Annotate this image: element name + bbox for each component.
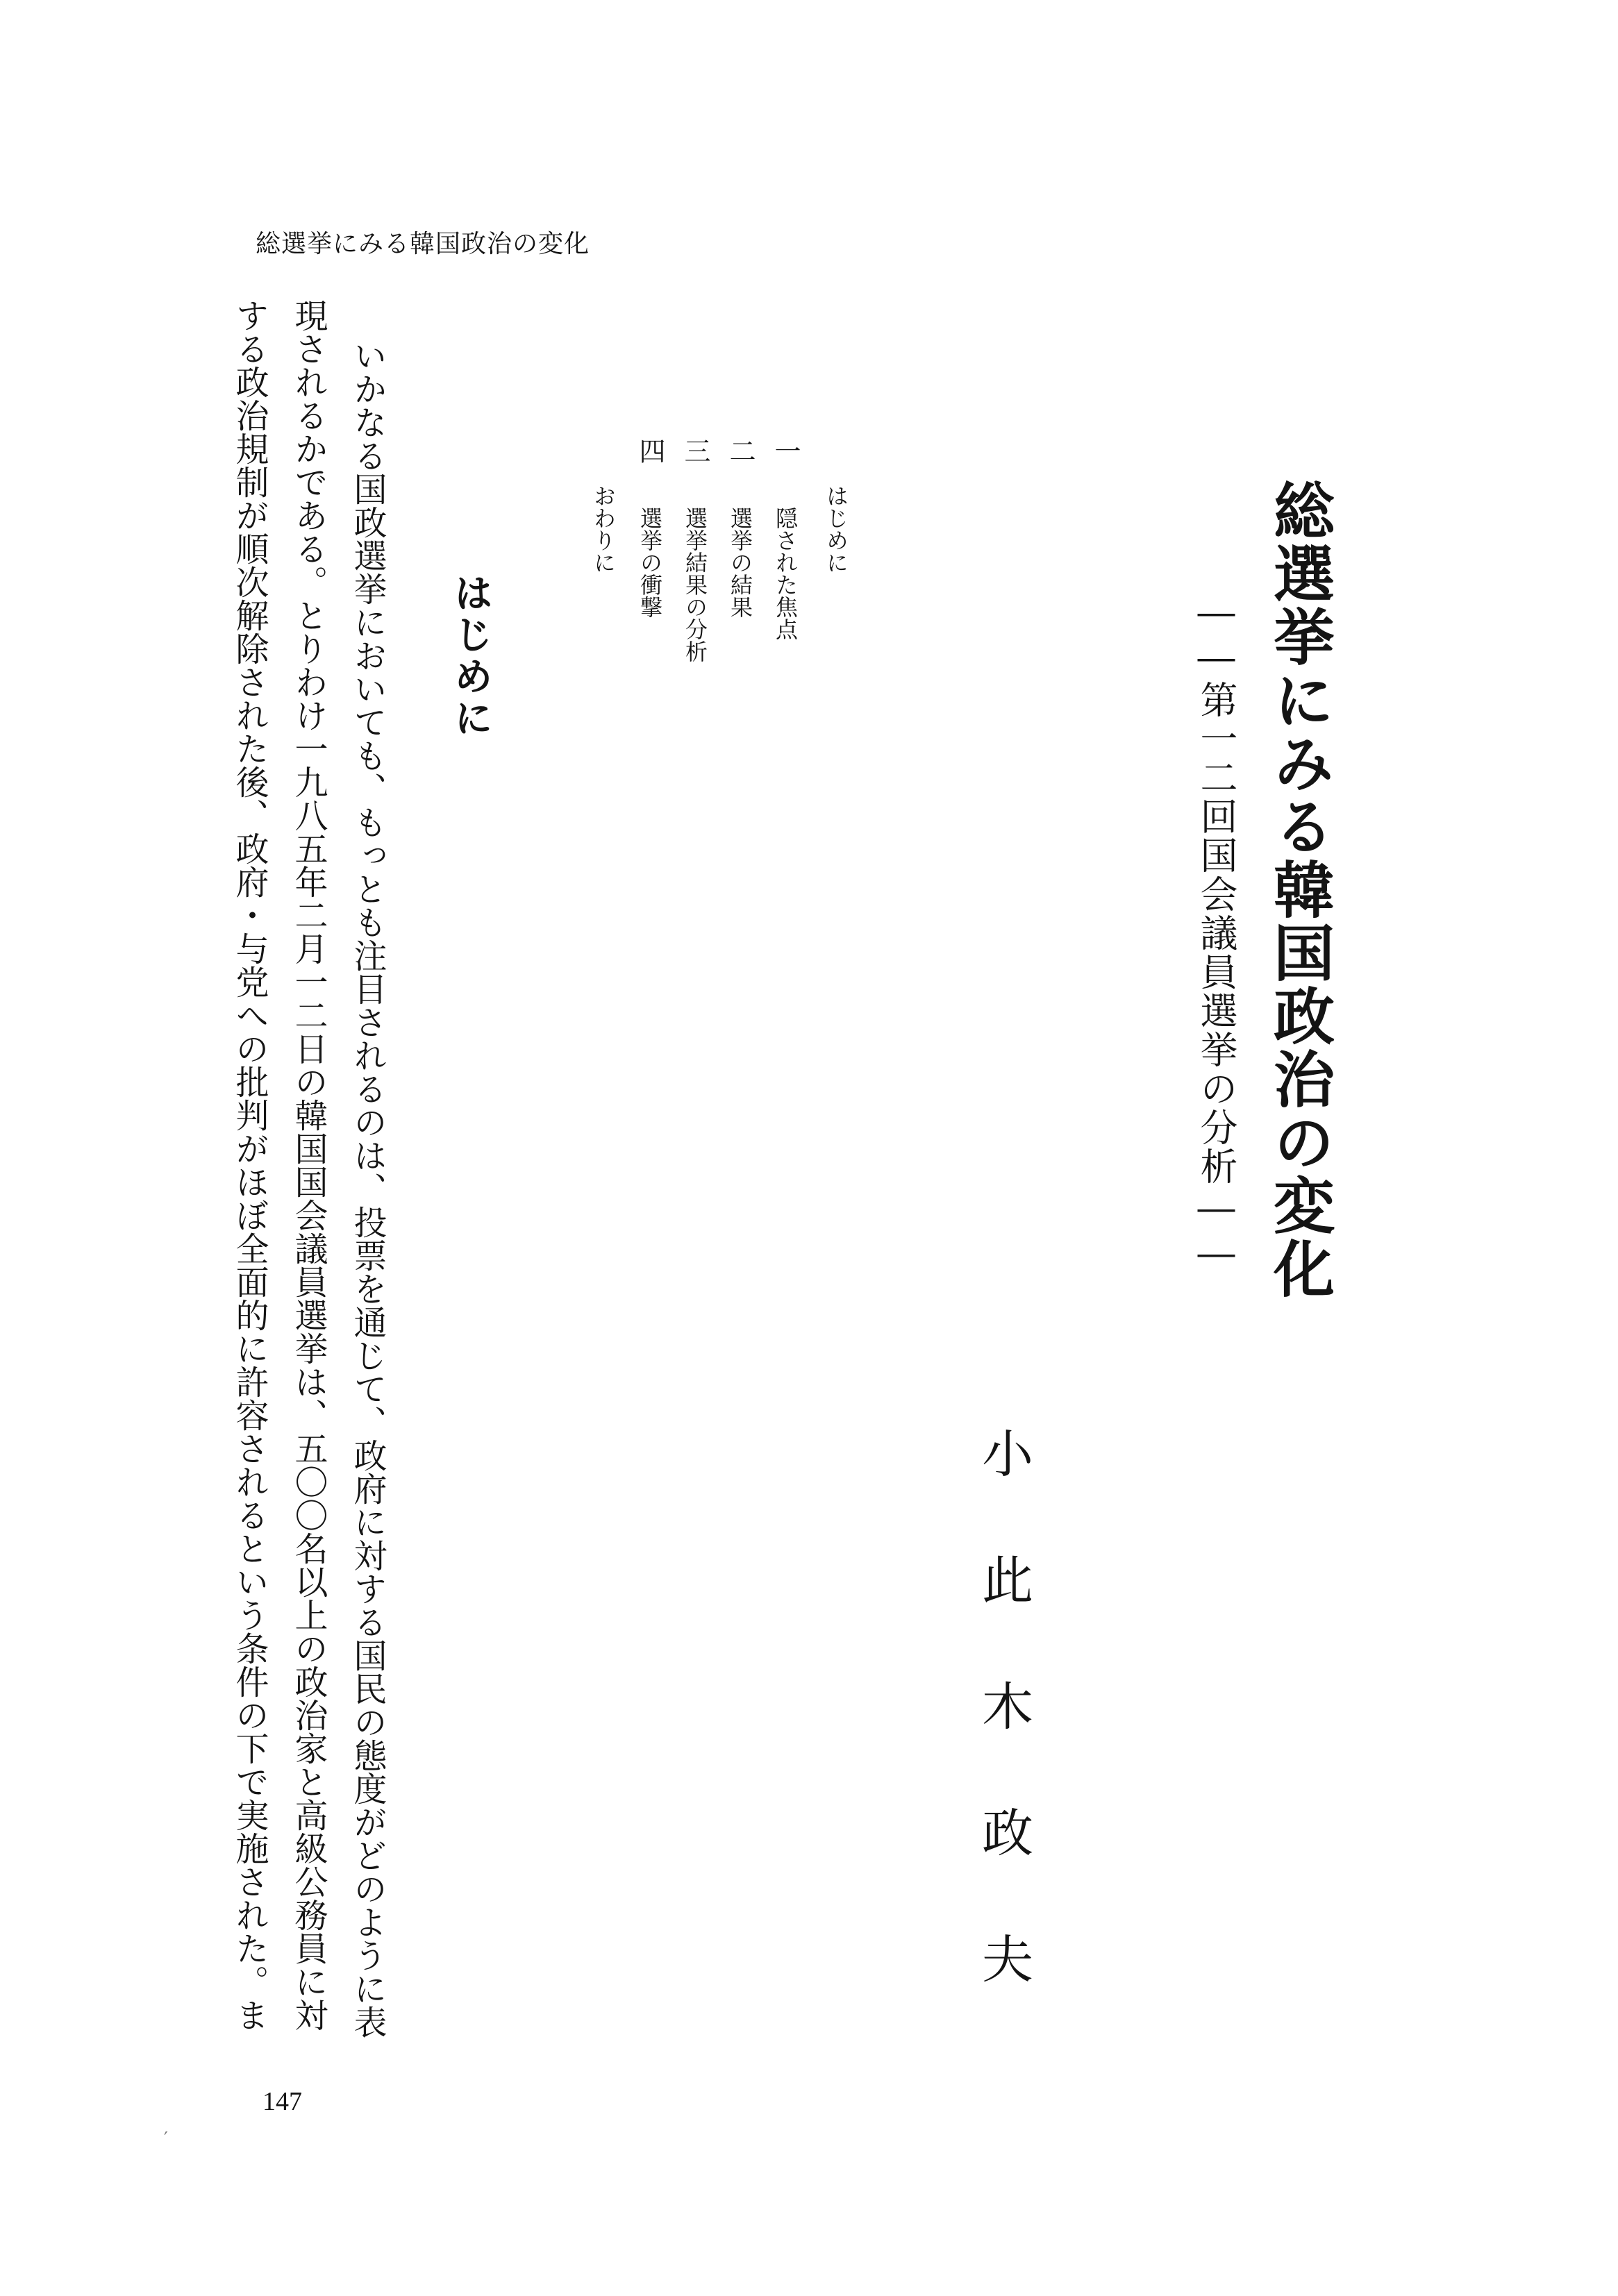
table-of-contents bbox=[562, 437, 854, 729]
body-line: 現されるかである。とりわけ一九八五年二月一二日の韓国国会議員選挙は、五〇〇名以上の政治家と高級公務員に対 bbox=[289, 299, 328, 2031]
toc-item bbox=[725, 437, 756, 618]
section-heading: はじめに bbox=[448, 573, 494, 739]
author-name: 小此木政夫 bbox=[974, 1427, 1033, 2059]
toc-item-label: おわりに bbox=[590, 485, 617, 573]
stray-mark: ′ bbox=[164, 2129, 168, 2150]
toc-item-number: 二 bbox=[725, 437, 756, 464]
toc-item bbox=[825, 485, 847, 573]
toc-item bbox=[772, 437, 799, 640]
toc-item-number: 四 bbox=[635, 437, 665, 464]
toc-item-label: 隠された焦点 bbox=[772, 507, 799, 640]
toc-item bbox=[637, 437, 663, 618]
toc-item-label: 選挙結果の分析 bbox=[682, 507, 708, 662]
article-subtitle: ――第一二回国会議員選挙の分析―― bbox=[1194, 590, 1238, 1276]
running-header: 総選挙にみる韓国政治の変化 bbox=[256, 230, 590, 258]
toc-item-number: 一 bbox=[770, 437, 801, 464]
toc-item bbox=[682, 437, 708, 662]
toc-item-number: 三 bbox=[680, 437, 710, 464]
toc-item bbox=[592, 485, 615, 573]
article-title: 総選挙にみる韓国政治の変化 bbox=[1264, 479, 1336, 1300]
toc-item-label: 選挙の結果 bbox=[727, 507, 753, 618]
toc-item-label: はじめに bbox=[823, 485, 849, 573]
body-line: いかなる国政選挙においても、もっとも注目されるのは、投票を通じて、政府に対する国民の態度がどのように表 bbox=[348, 339, 387, 2038]
toc-item-label: 選挙の衝撃 bbox=[637, 507, 663, 618]
body-line: する政治規制が順次解除された後、政府・与党への批判がほぼ全面的に許容されるという条件の下で実施された。ま bbox=[230, 299, 269, 2031]
page-number: 147 bbox=[262, 2087, 302, 2116]
